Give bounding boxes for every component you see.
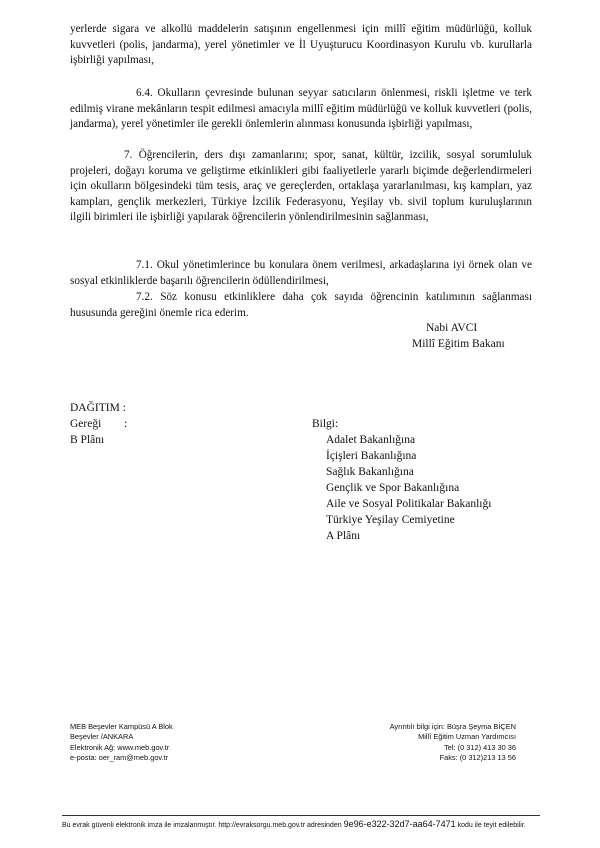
footer-contact-person: Ayrıntılı bilgi için: Büşra Şeyma BİÇEN (389, 722, 516, 731)
verification-code: 9e96-e322-32d7-aa64-7471 (343, 819, 456, 829)
signature-name: Nabi AVCI (426, 322, 478, 334)
footer-fax: Faks: (0 312)213 13 56 (439, 753, 516, 763)
footer-contact (390, 722, 516, 764)
paragraph-continued: yerlerde sigara ve alkollü maddelerin satışının engellenmesi için millî eğitim müdürlüğü, kolluk kuvvetleri (polis, jandarma), yerel yönetimler ve İl Uyuşturucu Koordinasyon Kurulu vb. kurullarla işbirliği yapılması, (70, 23, 532, 67)
distribution-info-list (326, 432, 491, 544)
distribution-info-item: A Plânı (326, 530, 361, 542)
distribution-heading: DAĞITIM : (70, 402, 126, 414)
signature-title: Millî Eğitim Bakanı (412, 338, 505, 350)
footer-address (70, 722, 173, 764)
verification-line (62, 819, 540, 829)
paragraph-6-4: 6.4. Okulların çevresinde bulunan seyyar satıcıların önlenmesi, riskli işletme ve terk edilmiş virane mekânların tespit edilmesi amacıyla millî eğitim müdürlüğü ve kolluk kuvvetleri (polis, jandarma), yerel yönetimler ile gerekli önlemlerin alınması konusunda işbirliği yapılması, (70, 87, 532, 131)
distribution-action-colon: : (124, 418, 128, 430)
footer-contact-role: Millî Eğitim Uzman Yardımcısı (418, 732, 516, 742)
paragraph-7-1: 7.1. Okul yönetimlerince bu konulara önem verilmesi, arkadaşlarına iyi örnek olan ve sosyal etkinliklerde başarılı öğrencilerin ödüllendirilmesi, (70, 259, 532, 287)
distribution-info-item: Sağlık Bakanlığına (326, 466, 414, 478)
distribution-action-label: Gereği (70, 418, 102, 430)
distribution-info-item: Adalet Bakanlığına (326, 434, 416, 446)
distribution-info-label: Bilgi: (312, 418, 339, 430)
distribution-info-item: İçişleri Bakanlığına (326, 450, 417, 462)
paragraph-7: 7. Öğrencilerin, ders dışı zamanlarını; spor, sanat, kültür, izcilik, sosyal sorumluluk projeleri, doğayı koruma ve geliştirme etkinlikleri gibi faaliyetlerle yararlı biçimde değerlendirmeleri için okulların bölgesindeki tüm tesis, araç ve gereçlerden, ortaklaşa yararlanılması, kış kampları, yaz kampları, gençlik merkezleri, Türkiye İzcilik Federasyonu, Yeşilay vb. sivil toplum kuruluşlarının ilgili birimleri ile işbirliği yapılarak öğrencilerin yönlendirilmesinin sağlanması, (70, 149, 532, 224)
footer-email: e-posta: oer_ram@meb.gov.tr (70, 753, 169, 763)
distribution-info-item: Türkiye Yeşilay Cemiyetine (326, 514, 455, 526)
verification-suffix: kodu ile teyit edilebilir. (457, 822, 526, 829)
distribution-action-item: B Plânı (70, 434, 105, 446)
footer-address-line: Beşevler /ANKARA (70, 732, 134, 742)
footer-address-line: MEB Beşevler Kampüsü A Blok (70, 722, 173, 731)
footer-divider (62, 815, 540, 816)
paragraph-7-2: 7.2. Söz konusu etkinliklere daha çok sayıda öğrencinin katılımının sağlanması hususunda gereğini önemle rica ederim. (70, 291, 532, 319)
footer-phone: Tel: (0 312) 413 30 36 (444, 742, 516, 752)
footer-website: Elektronik Ağ: www.meb.gov.tr (70, 742, 170, 752)
distribution-info-item: Aile ve Sosyal Politikalar Bakanlığı (326, 498, 492, 510)
verification-prefix: Bu evrak güvenli elektronik imza ile imzalanmıştır. http://evraksorgu.meb.gov.tr adresinden (62, 822, 342, 829)
distribution-info-item: Gençlik ve Spor Bakanlığına (326, 482, 460, 494)
